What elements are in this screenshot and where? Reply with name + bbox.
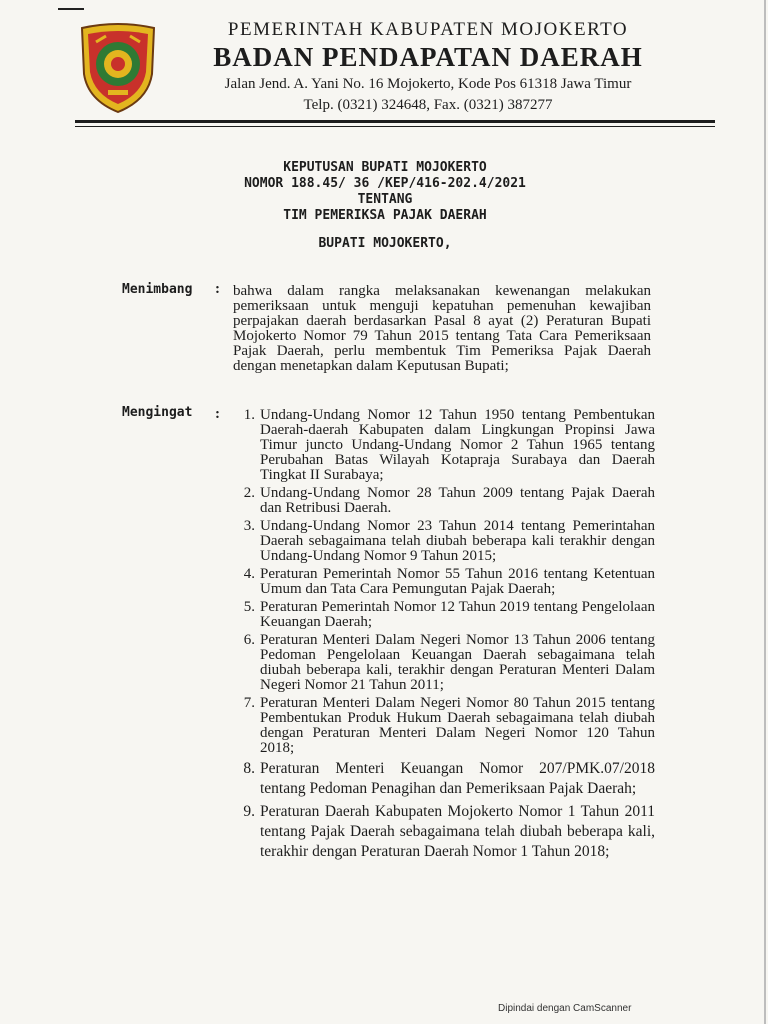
agency-address: Jalan Jend. A. Yani No. 16 Mojokerto, Kode Pos 61318 Jawa Timur xyxy=(224,76,632,92)
decree-type: KEPUTUSAN BUPATI MOJOKERTO xyxy=(283,160,487,175)
list-item xyxy=(225,600,655,630)
list-item xyxy=(225,408,655,483)
list-item xyxy=(225,696,655,756)
list-item-text: Peraturan Menteri Dalam Negeri Nomor 80 Tahun 2015 tentang Pembentukan Produk Hukum Daerah sebagaimana telah diubah dengan Peraturan Menteri Dalam Negeri Nomor 120 Tahun 2018; xyxy=(260,695,655,756)
list-item-number: 6. xyxy=(243,632,255,648)
list-item-number: 9. xyxy=(243,803,255,820)
letterhead-rule-thick xyxy=(75,120,715,123)
list-item-text: Undang-Undang Nomor 12 Tahun 1950 tentang Pembentukan Daerah-daerah Kabupaten dalam Lingkungan Propinsi Jawa Timur juncto Undang-Undang Nomor 2 Tahun 1965 tentang Perubahan Batas Wilayah Kotapraja Surabaya dan Daerah Tingkat II Surabaya; xyxy=(260,407,655,483)
decree-regent: BUPATI MOJOKERTO, xyxy=(318,236,452,251)
menimbang-label: Menimbang xyxy=(122,282,193,297)
letterhead-rule-thin xyxy=(75,126,715,127)
list-item-number: 2. xyxy=(243,485,255,501)
list-item-text: Peraturan Pemerintah Nomor 55 Tahun 2016 tentang Ketentuan Umum dan Tata Cara Pemungutan Pajak Daerah; xyxy=(260,566,655,597)
list-item-number: 8. xyxy=(243,760,255,777)
scanner-watermark: Dipindai dengan CamScanner xyxy=(498,1003,632,1014)
letterhead xyxy=(168,18,688,115)
list-item-text: Peraturan Pemerintah Nomor 12 Tahun 2019 tentang Pengelolaan Keuangan Daerah; xyxy=(260,599,655,630)
list-item-text: Undang-Undang Nomor 23 Tahun 2014 tentang Pemerintahan Daerah sebagaimana telah diubah beberapa kali terakhir dengan Undang-Undang Nomor 9 Tahun 2015; xyxy=(260,518,655,564)
decree-title xyxy=(200,160,570,252)
list-item xyxy=(225,519,655,564)
list-item-number: 7. xyxy=(243,695,255,711)
list-item-text: Peraturan Menteri Keuangan Nomor 207/PMK.07/2018 tentang Pedoman Penagihan dan Pemeriksaan Pajak Daerah; xyxy=(260,760,655,797)
list-item xyxy=(225,802,655,862)
page-edge-shadow xyxy=(764,0,766,1024)
list-item-number: 5. xyxy=(243,599,255,615)
list-item-text: Peraturan Menteri Dalam Negeri Nomor 13 Tahun 2006 tentang Pedoman Pengelolaan Keuangan Daerah sebagaimana telah diubah beberapa kali, terakhir dengan Peraturan Menteri Dalam Negeri Nomor 21 Tahun 2011; xyxy=(260,632,655,693)
menimbang-text: bahwa dalam rangka melaksanakan kewenangan melakukan pemeriksaan untuk menguji kepatuhan pemenuhan kewajiban perpajakan daerah berdasarkan Pasal 8 ayat (2) Peraturan Bupati Mojokerto Nomor 79 Tahun 2015 tentang Tata Cara Pemeriksaan Pajak Daerah, perlu membentuk Tim Pemeriksa Pajak Daerah dengan menetapkan dalam Keputusan Bupati; xyxy=(233,283,651,374)
mengingat-label: Mengingat xyxy=(122,405,193,420)
list-item xyxy=(225,633,655,693)
agency-name: BADAN PENDAPATAN DAERAH xyxy=(213,42,643,72)
corner-scan-mark xyxy=(58,8,84,10)
list-item xyxy=(225,759,655,799)
government-name: PEMERINTAH KABUPATEN MOJOKERTO xyxy=(227,19,629,40)
mengingat-list xyxy=(225,408,655,865)
decree-number: NOMOR 188.45/ 36 /KEP/416-202.4/2021 xyxy=(244,176,526,191)
list-item-text: Undang-Undang Nomor 28 Tahun 2009 tentang Pajak Daerah dan Retribusi Daerah. xyxy=(260,485,655,516)
decree-subject: TIM PEMERIKSA PAJAK DAERAH xyxy=(283,208,487,223)
regency-emblem-icon xyxy=(78,22,158,114)
list-item xyxy=(225,567,655,597)
agency-phone: Telp. (0321) 324648, Fax. (0321) 387277 xyxy=(303,97,553,113)
mengingat-colon: : xyxy=(215,406,220,422)
list-item-number: 1. xyxy=(243,407,255,423)
list-item-number: 4. xyxy=(243,566,255,582)
list-item-number: 3. xyxy=(243,518,255,534)
list-item-text: Peraturan Daerah Kabupaten Mojokerto Nomor 1 Tahun 2011 tentang Pajak Daerah sebagaimana telah diubah beberapa kali, terakhir dengan Peraturan Daerah Nomor 1 Tahun 2018; xyxy=(260,803,655,860)
menimbang-colon: : xyxy=(215,281,220,297)
decree-about: TENTANG xyxy=(357,192,413,207)
list-item xyxy=(225,486,655,516)
